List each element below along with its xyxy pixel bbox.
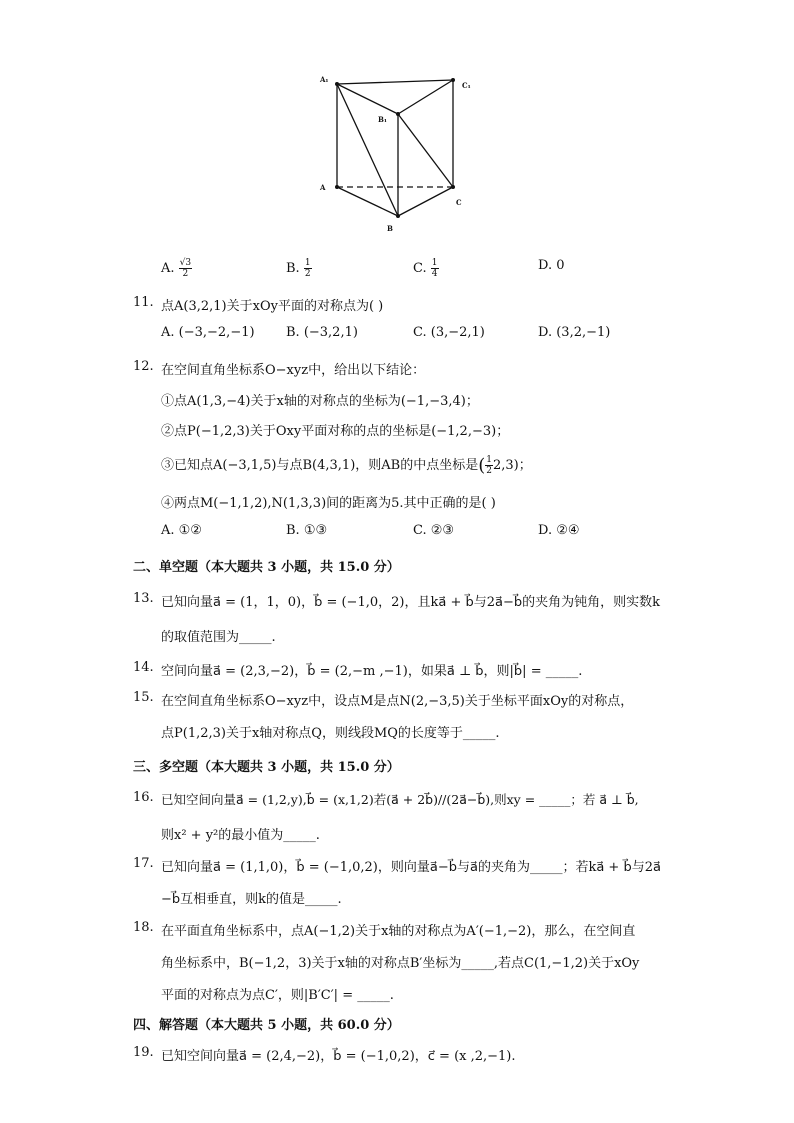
q12-option-c: C. ②③ bbox=[413, 523, 455, 538]
prism-figure bbox=[310, 68, 490, 238]
edge-bc bbox=[398, 187, 453, 216]
q17-line-1: 已知向量a⃗ = (1,1,0)，b⃗ = (−1,0,2)，则向量a⃗−b⃗与a⃗的夹角为_____；若ka⃗ + b⃗与2a⃗ bbox=[161, 860, 661, 875]
section-3-heading: 三、多空题（本大题共 3 小题，共 15.0 分） bbox=[133, 760, 400, 775]
q10-option-b: B. $\frac{1}{2}$ bbox=[286, 258, 311, 279]
q12-item-4: ④两点M(−1,1,2),N(1,3,3)间的距离为5.其中正确的是( ) bbox=[161, 496, 496, 511]
q11-option-b: B. (−3,2,1) bbox=[286, 325, 358, 340]
q12-stem: 在空间直角坐标系O−xyz中，给出以下结论： bbox=[161, 363, 426, 378]
q10-option-c: C. $\frac{1}{4}$ bbox=[413, 258, 438, 279]
q11-option-d: D. (3,2,−1) bbox=[538, 325, 611, 340]
q18-number: 18. bbox=[133, 920, 154, 935]
diagonal-a1b bbox=[337, 84, 398, 216]
label-b: B bbox=[387, 224, 393, 233]
q11-option-c: C. (3,−2,1) bbox=[413, 325, 485, 340]
q15-line-2: 点P(1,2,3)关于x轴对称点Q，则线段MQ的长度等于_____. bbox=[161, 726, 500, 741]
q11-number: 11. bbox=[133, 295, 154, 310]
edge-ab bbox=[337, 187, 398, 216]
q15-number: 15. bbox=[133, 690, 154, 705]
q15-line-1: 在空间直角坐标系O−xyz中，设点M是点N(2,−3,5)关于坐标平面xOy的对称点， bbox=[161, 694, 634, 709]
q18-line-1: 在平面直角坐标系中，点A(−1,2)关于x轴的对称点为A′(−1,−2)，那么，在空间直 bbox=[161, 924, 636, 939]
q16-number: 16. bbox=[133, 790, 154, 805]
edge-b1c1 bbox=[398, 80, 453, 114]
q14-line-1: 空间向量a⃗ = (2,3,−2)，b⃗ = (2,−m ,−1)，如果a⃗ ⊥ b⃗，则|b⃗| = _____. bbox=[161, 664, 583, 679]
edge-a1b1 bbox=[337, 84, 398, 114]
q12-option-a: A. ①② bbox=[161, 523, 202, 538]
label-b1: B₁ bbox=[378, 115, 387, 124]
q10-option-d: D. 0 bbox=[538, 258, 565, 273]
section-4-heading: 四、解答题（本大题共 5 小题，共 60.0 分） bbox=[133, 1018, 400, 1033]
q19-number: 19. bbox=[133, 1045, 154, 1060]
q11-stem: 点A(3,2,1)关于xOy平面的对称点为( ) bbox=[161, 299, 384, 314]
q19-line-1: 已知空间向量a⃗ = (2,4,−2)，b⃗ = (−1,0,2)，c⃗ = (x ,2,−1). bbox=[161, 1049, 516, 1064]
label-c: C bbox=[456, 198, 462, 207]
q13-line-2: 的取值范围为_____. bbox=[161, 630, 276, 645]
label-a1: A₁ bbox=[320, 75, 329, 84]
q12-option-b: B. ①③ bbox=[286, 523, 328, 538]
label-c1: C₁ bbox=[462, 81, 471, 90]
q11-option-a: A. (−3,−2,−1) bbox=[161, 325, 255, 340]
prism-diagram bbox=[310, 68, 490, 238]
section-2-heading: 二、单空题（本大题共 3 小题，共 15.0 分） bbox=[133, 560, 400, 575]
edge-a1c1 bbox=[337, 80, 453, 84]
diagonal-b1c bbox=[398, 114, 453, 187]
q17-line-2: −b⃗互相垂直，则k的值是_____. bbox=[161, 892, 342, 907]
q18-line-2: 角坐标系中，B(−1,2，3)关于x轴的对称点B′坐标为_____,若点C(1,−1,2)关于xOy bbox=[161, 956, 640, 971]
q10-option-a: A. $\frac{√3}{2}$ bbox=[161, 258, 192, 279]
q12-item-3: ③已知点A(−3,1,5)与点B(4,3,1)，则AB的中点坐标是( $\frac{1}{2}$ 2,3)； bbox=[161, 455, 532, 476]
q14-number: 14. bbox=[133, 660, 154, 675]
q12-item-1: ①点A(1,3,−4)关于x轴的对称点的坐标为(−1,−3,4)； bbox=[161, 394, 479, 409]
q12-item-2: ②点P(−1,2,3)关于Oxy平面对称的点的坐标是(−1,2,−3)； bbox=[161, 424, 510, 439]
q12-number: 12. bbox=[133, 359, 154, 374]
label-a: A bbox=[320, 183, 326, 192]
q17-number: 17. bbox=[133, 856, 154, 871]
q16-line-1: 已知空间向量a⃗ = (1,2,y),b⃗ = (x,1,2)若(a⃗ + 2b⃗)//(2a⃗−b⃗),则xy = _____；若 a⃗ ⊥ b⃗, bbox=[161, 792, 639, 807]
q12-option-d: D. ②④ bbox=[538, 523, 580, 538]
q18-line-3: 平面的对称点为点C′，则|B′C′| = _____. bbox=[161, 988, 394, 1003]
q13-number: 13. bbox=[133, 591, 154, 606]
q13-line-1: 已知向量a⃗ = (1，1，0)，b⃗ = (−1,0，2)，且ka⃗ + b⃗与2a⃗−b⃗的夹角为钝角，则实数k bbox=[161, 595, 660, 610]
q16-line-2: 则x² + y²的最小值为_____. bbox=[161, 828, 320, 843]
